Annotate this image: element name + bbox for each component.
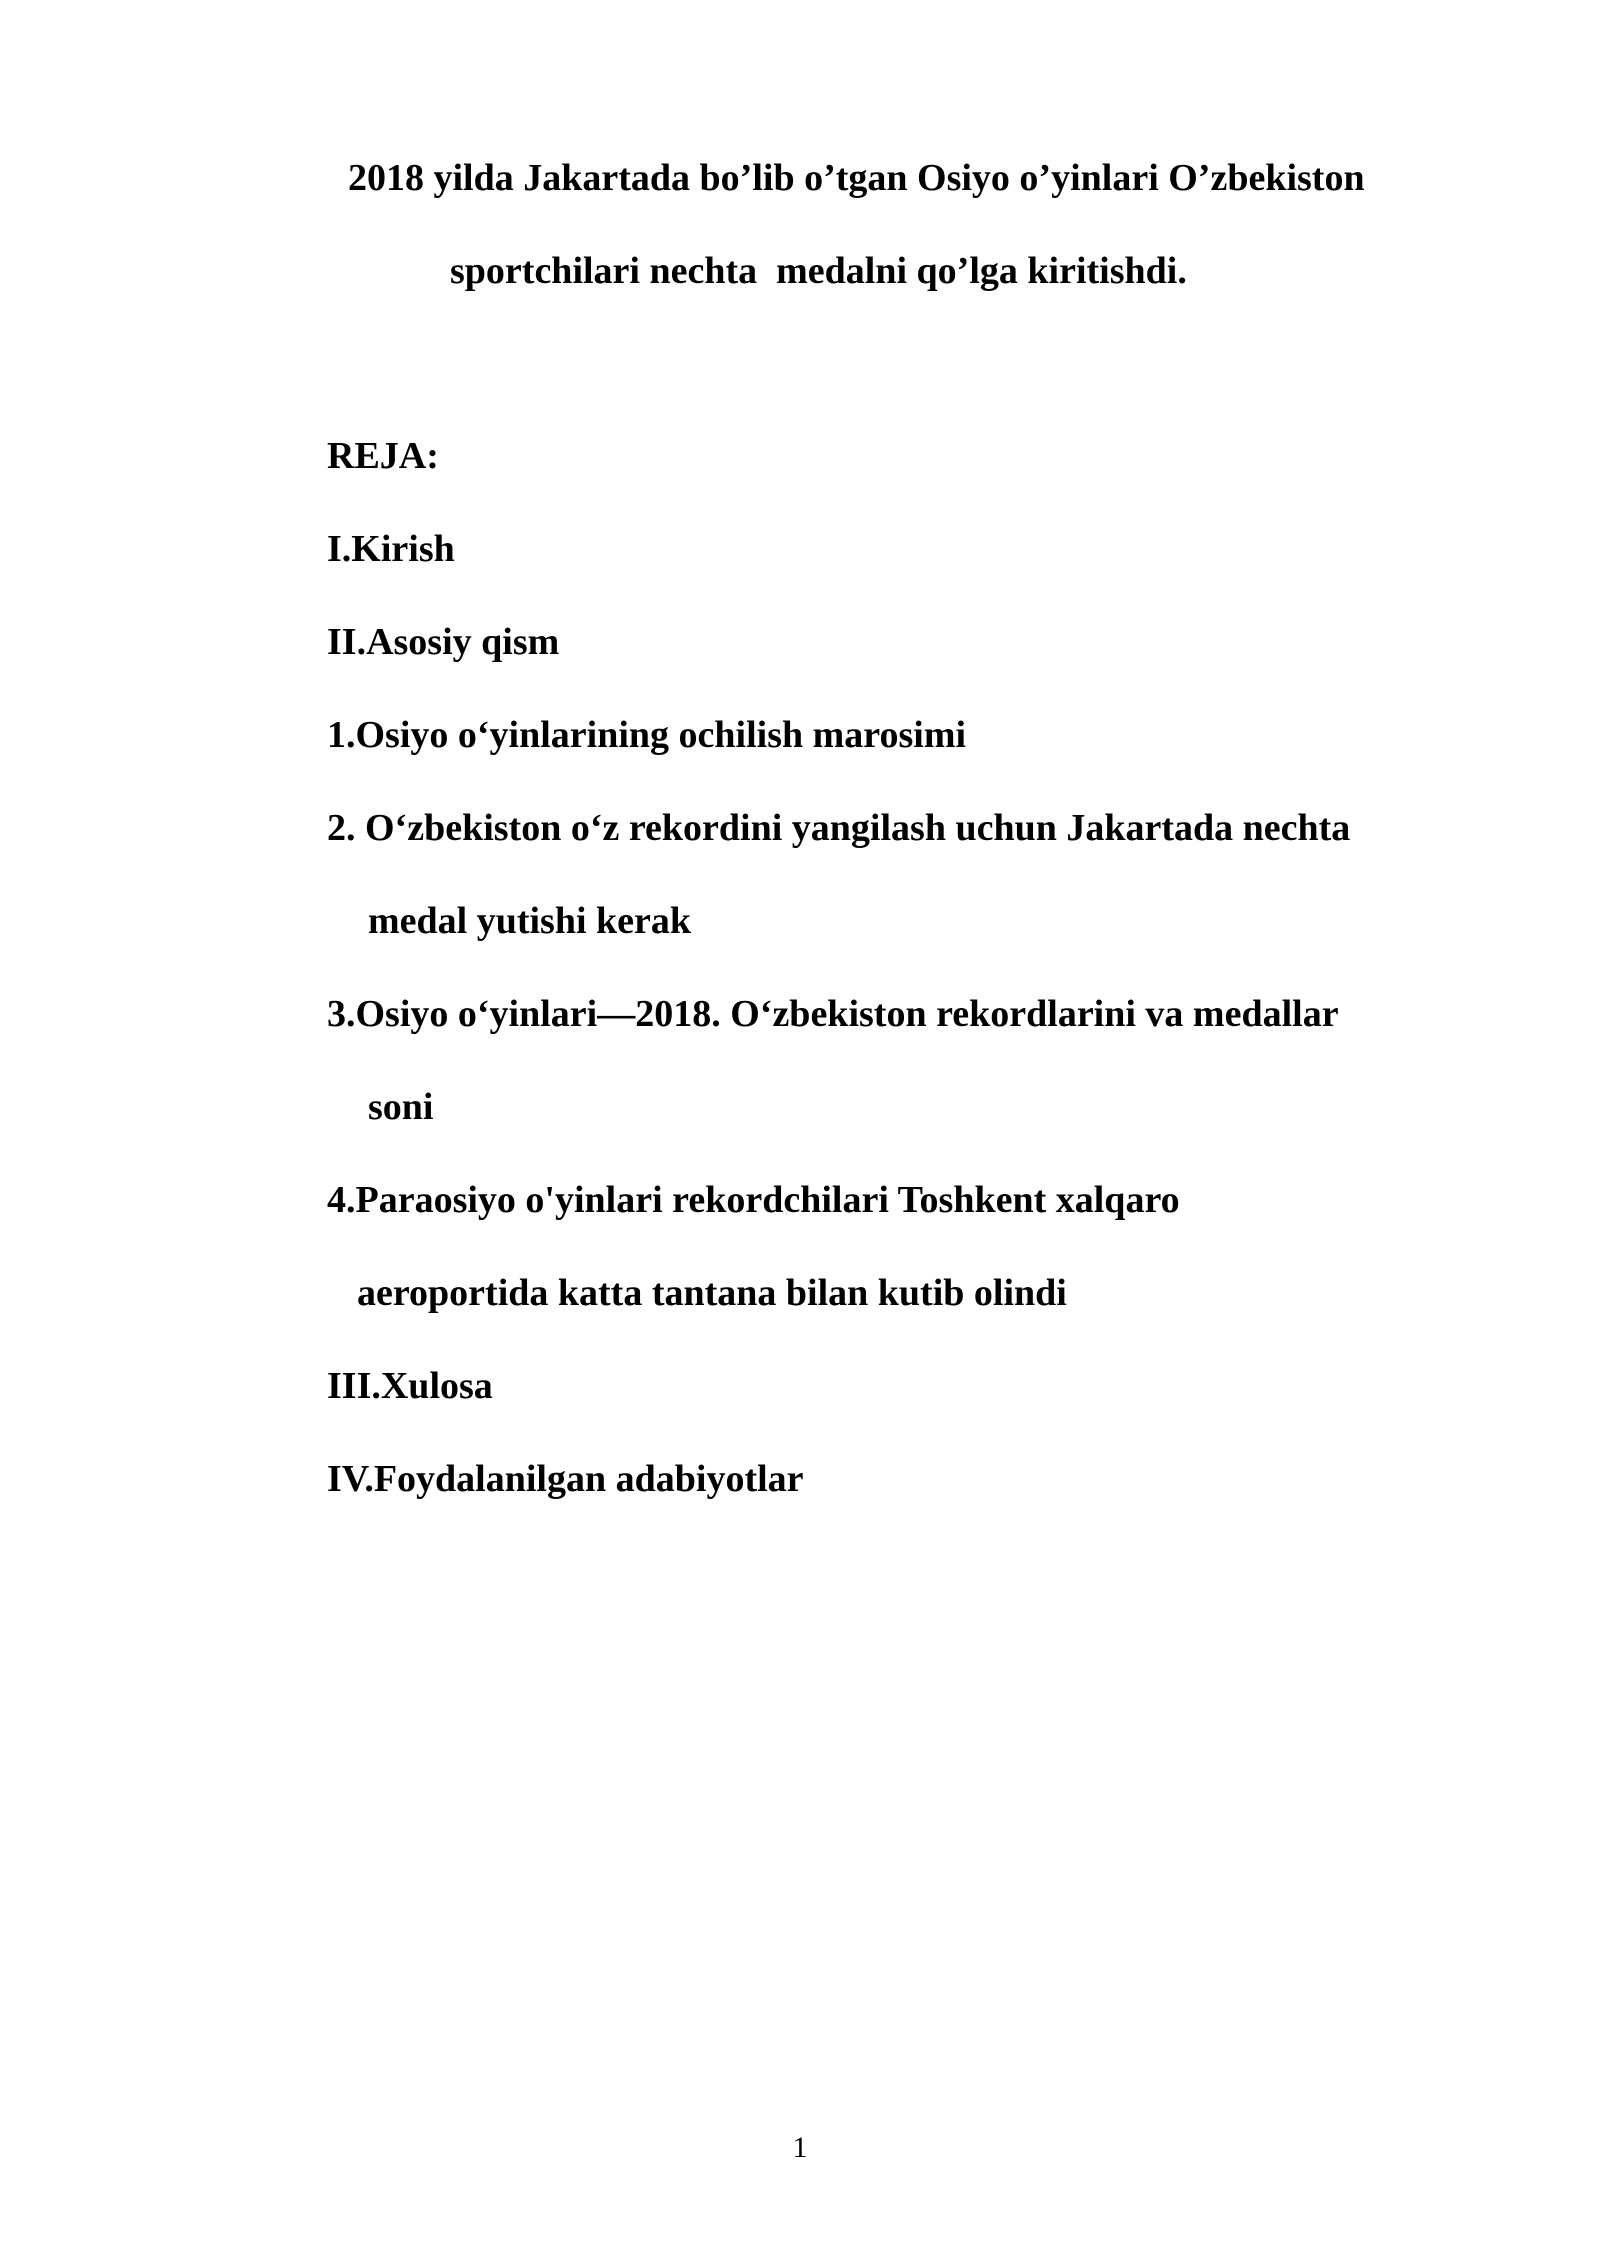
- plan-item-4-continuation: aeroportida katta tantana bilan kutib olindi: [357, 1272, 1067, 1314]
- plan-item-1: 1.Osiyo o‘yinlarining ochilish marosimi: [327, 714, 967, 756]
- page-number: 1: [792, 2131, 808, 2164]
- plan-item-3-continuation: soni: [368, 1086, 434, 1128]
- document-title-line-1: 2018 yilda Jakartada bo’lib o’tgan Osiyo o’yinlari O’zbekiston: [348, 157, 1365, 199]
- plan-item-3: 3.Osiyo o‘yinlari—2018. O‘zbekiston rekordlarini va medallar: [327, 993, 1339, 1035]
- plan-item-main-part: II.Asosiy qism: [327, 621, 560, 663]
- plan-item-introduction: I.Kirish: [327, 528, 455, 570]
- plan-item-2-continuation: medal yutishi kerak: [368, 900, 692, 942]
- plan-item-2: 2. O‘zbekiston o‘z rekordini yangilash uchun Jakartada nechta: [327, 807, 1351, 849]
- document-title-line-2: sportchilari nechta medalni qo’lga kiritishdi.: [450, 250, 1187, 292]
- plan-item-4: 4.Paraosiyo o'yinlari rekordchilari Toshkent xalqaro: [327, 1179, 1180, 1221]
- plan-item-conclusion: III.Xulosa: [327, 1365, 493, 1407]
- plan-heading: REJA:: [327, 435, 439, 477]
- plan-item-references: IV.Foydalanilgan adabiyotlar: [327, 1458, 804, 1500]
